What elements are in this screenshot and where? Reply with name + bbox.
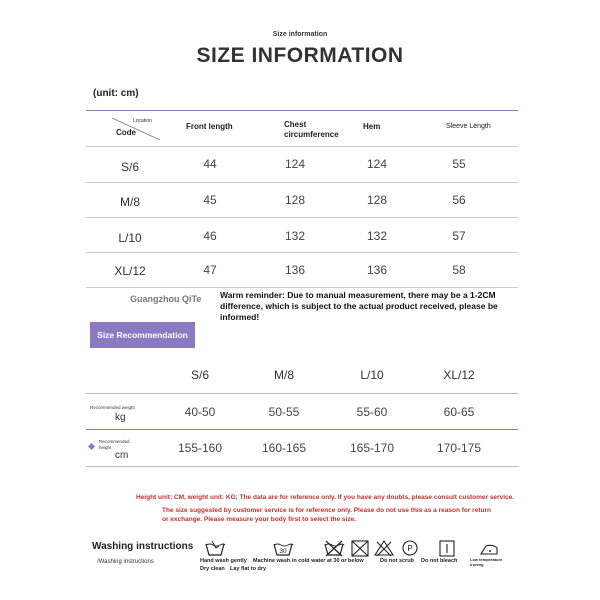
corner-code-label: Code [116, 128, 136, 137]
table-divider [86, 252, 518, 253]
row-size-label: M/8 [119, 195, 140, 209]
table-cell: 124 [284, 157, 306, 171]
table-cell: 45 [203, 193, 217, 207]
table-cell: 46 [203, 229, 217, 243]
row-size-label: S/6 [120, 160, 139, 174]
brand-watermark: Guangzhou QiTe [130, 294, 202, 304]
table-cell: 128 [284, 193, 306, 207]
rec-weight-cell: 50-55 [268, 405, 300, 419]
col-header-hem: Hem [363, 122, 381, 131]
rec-size-header: M/8 [273, 368, 294, 382]
height-unit-label: cm [115, 450, 129, 461]
rec-divider-accent [86, 429, 518, 430]
table-cell: 58 [452, 263, 466, 277]
col-header-sleeve: Sleeve Length [446, 123, 491, 130]
rec-weight-cell: 60-65 [443, 405, 475, 419]
row-size-label: L/10 [118, 231, 142, 245]
recommended-height-text: Recommended height [99, 439, 130, 450]
row-size-label: XL/12 [114, 264, 146, 278]
wash-label: Dry clean [200, 566, 225, 572]
wash-label: Do not bleach [421, 558, 458, 564]
col-header-front-length: Front length [186, 122, 233, 131]
do-not-scrub-icon [323, 539, 345, 557]
table-cell: 55 [452, 157, 466, 171]
iron-low-icon [478, 539, 500, 557]
rec-height-cell: 160-165 [261, 441, 307, 455]
table-divider [86, 217, 518, 218]
diamond-bullet-icon [88, 443, 95, 450]
wash-label: Lay flat to dry [230, 566, 267, 572]
recommended-weight-label: Recommended weight [90, 405, 135, 410]
col-header-chest: Chest circumference [284, 120, 339, 139]
rec-size-header: XL/12 [443, 368, 475, 382]
table-divider [86, 287, 518, 288]
wash-label: Hand wash gently [200, 558, 247, 564]
table-divider [86, 146, 518, 147]
table-cell: 57 [452, 229, 466, 243]
lay-flat-dry-icon [436, 539, 458, 557]
washing-title: Washing instructions [92, 541, 194, 552]
table-cell: 128 [366, 193, 388, 207]
dry-clean-icon [399, 539, 421, 557]
table-cell: 132 [284, 229, 306, 243]
table-cell: 136 [284, 263, 306, 277]
corner-location-label: Location [133, 118, 152, 124]
table-cell: 56 [452, 193, 466, 207]
svg-text:P: P [407, 544, 413, 553]
table-top-line [86, 110, 518, 111]
rec-weight-cell: 40-50 [184, 405, 216, 419]
rec-height-cell: 170-175 [436, 441, 482, 455]
machine-wash-30-icon [272, 539, 294, 557]
note-line-2: The size suggested by customer service is for reference only. Please do not use this as a reason for return [162, 507, 491, 514]
page-title: SIZE INFORMATION [196, 44, 404, 67]
table-cell: 44 [203, 157, 217, 171]
table-cell: 132 [366, 229, 388, 243]
size-recommendation-button[interactable]: Size Recommendation [90, 322, 195, 348]
wash-temp-text: 30 [279, 548, 287, 555]
rec-height-cell: 155-160 [177, 441, 223, 455]
wash-label: Machine wash in cold water at 30 or below [253, 558, 364, 564]
table-divider [86, 182, 518, 183]
do-not-bleach-icon [373, 539, 395, 557]
do-not-tumble-icon [349, 539, 371, 557]
rec-divider [86, 393, 518, 394]
iron-label: Low temperature ironing [470, 557, 503, 567]
table-cell: 124 [366, 157, 388, 171]
note-line-3: or exchange. Please measure your body first to select the size. [162, 516, 356, 523]
warm-reminder: Warm reminder: Due to manual measurement, there may be a 1-2CM difference, which is subject to the actual product received, please be informed! [220, 290, 498, 322]
table-cell: 47 [203, 263, 217, 277]
table-cell: 136 [366, 263, 388, 277]
rec-divider [86, 466, 518, 467]
unit-label: (unit: cm) [93, 88, 139, 99]
rec-height-cell: 165-170 [349, 441, 395, 455]
hand-wash-icon [204, 539, 226, 557]
page-subtitle: Size information [272, 31, 328, 38]
rec-size-header: L/10 [360, 368, 384, 382]
note-line-1: Height unit: CM, weight unit: KG; The data are for reference only. If you have any doubts, please consult customer service. [136, 494, 515, 501]
wash-label: Do not scrub [380, 558, 414, 564]
washing-subtitle: /Washing instructions [97, 559, 154, 565]
rec-weight-cell: 55-60 [356, 405, 388, 419]
weight-unit-label: kg [115, 412, 126, 423]
rec-size-header: S/6 [190, 368, 209, 382]
